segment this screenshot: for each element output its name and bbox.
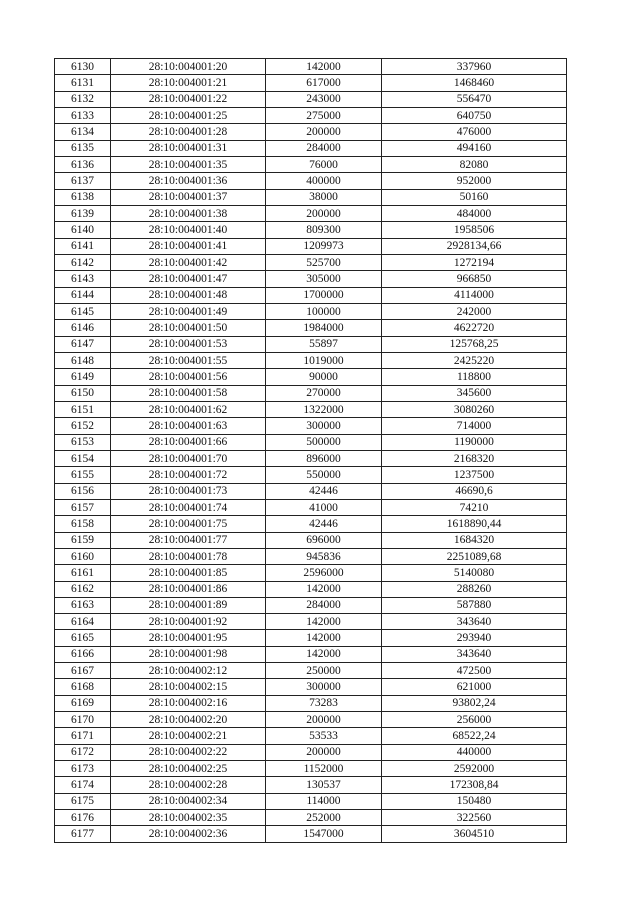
cadastral-number-cell: 28:10:004001:42 [111, 254, 266, 270]
area-cell: 270000 [266, 385, 382, 401]
cadastral-number-cell: 28:10:004002:16 [111, 695, 266, 711]
area-cell: 42446 [266, 483, 382, 499]
table-row [55, 728, 567, 744]
value-cell: 2928134,66 [382, 238, 567, 254]
table-row [55, 581, 567, 597]
area-cell: 142000 [266, 614, 382, 630]
value-cell: 1618890,44 [382, 516, 567, 532]
area-cell: 114000 [266, 793, 382, 809]
row-number-cell: 6145 [55, 303, 111, 319]
row-number-cell: 6139 [55, 205, 111, 221]
value-cell: 2592000 [382, 761, 567, 777]
value-cell: 2168320 [382, 450, 567, 466]
area-cell: 200000 [266, 205, 382, 221]
table-row [55, 156, 567, 172]
value-cell: 621000 [382, 679, 567, 695]
value-cell: 293940 [382, 630, 567, 646]
area-cell: 42446 [266, 516, 382, 532]
value-cell: 640750 [382, 107, 567, 123]
table-row [55, 140, 567, 156]
cadastral-number-cell: 28:10:004002:25 [111, 761, 266, 777]
area-cell: 142000 [266, 581, 382, 597]
value-cell: 343640 [382, 646, 567, 662]
cadastral-number-cell: 28:10:004001:36 [111, 173, 266, 189]
row-number-cell: 6140 [55, 222, 111, 238]
value-cell: 118800 [382, 369, 567, 385]
table-row [55, 761, 567, 777]
row-number-cell: 6175 [55, 793, 111, 809]
cadastral-number-cell: 28:10:004001:85 [111, 565, 266, 581]
table-row [55, 679, 567, 695]
area-cell: 38000 [266, 189, 382, 205]
table-row [55, 352, 567, 368]
row-number-cell: 6144 [55, 287, 111, 303]
area-cell: 142000 [266, 630, 382, 646]
area-cell: 809300 [266, 222, 382, 238]
row-number-cell: 6136 [55, 156, 111, 172]
cadastral-number-cell: 28:10:004001:38 [111, 205, 266, 221]
value-cell: 3080260 [382, 401, 567, 417]
cadastral-number-cell: 28:10:004001:41 [111, 238, 266, 254]
cadastral-number-cell: 28:10:004001:66 [111, 434, 266, 450]
area-cell: 2596000 [266, 565, 382, 581]
area-cell: 55897 [266, 336, 382, 352]
table-row [55, 614, 567, 630]
area-cell: 200000 [266, 744, 382, 760]
table-row [55, 418, 567, 434]
table-row [55, 565, 567, 581]
row-number-cell: 6177 [55, 826, 111, 842]
area-cell: 500000 [266, 434, 382, 450]
row-number-cell: 6166 [55, 646, 111, 662]
table-row [55, 59, 567, 75]
cadastral-number-cell: 28:10:004001:86 [111, 581, 266, 597]
row-number-cell: 6151 [55, 401, 111, 417]
table-row [55, 385, 567, 401]
cadastral-number-cell: 28:10:004001:75 [111, 516, 266, 532]
area-cell: 617000 [266, 75, 382, 91]
cadastral-number-cell: 28:10:004001:28 [111, 124, 266, 140]
cadastral-number-cell: 28:10:004002:36 [111, 826, 266, 842]
row-number-cell: 6169 [55, 695, 111, 711]
table-row [55, 254, 567, 270]
cadastral-number-cell: 28:10:004001:22 [111, 91, 266, 107]
area-cell: 275000 [266, 107, 382, 123]
row-number-cell: 6141 [55, 238, 111, 254]
row-number-cell: 6153 [55, 434, 111, 450]
area-cell: 90000 [266, 369, 382, 385]
value-cell: 242000 [382, 303, 567, 319]
table-row [55, 75, 567, 91]
table-row [55, 401, 567, 417]
cadastral-number-cell: 28:10:004001:40 [111, 222, 266, 238]
row-number-cell: 6159 [55, 532, 111, 548]
table-row [55, 189, 567, 205]
cadastral-number-cell: 28:10:004002:20 [111, 712, 266, 728]
value-cell: 93802,24 [382, 695, 567, 711]
row-number-cell: 6160 [55, 548, 111, 564]
table-body [55, 59, 567, 843]
area-cell: 243000 [266, 91, 382, 107]
table-row [55, 712, 567, 728]
cadastral-number-cell: 28:10:004002:28 [111, 777, 266, 793]
row-number-cell: 6130 [55, 59, 111, 75]
table-row [55, 238, 567, 254]
value-cell: 714000 [382, 418, 567, 434]
area-cell: 73283 [266, 695, 382, 711]
table-row [55, 663, 567, 679]
row-number-cell: 6162 [55, 581, 111, 597]
cadastral-number-cell: 28:10:004001:72 [111, 467, 266, 483]
cadastral-number-cell: 28:10:004001:92 [111, 614, 266, 630]
row-number-cell: 6147 [55, 336, 111, 352]
cadastral-number-cell: 28:10:004001:70 [111, 450, 266, 466]
area-cell: 896000 [266, 450, 382, 466]
area-cell: 550000 [266, 467, 382, 483]
row-number-cell: 6149 [55, 369, 111, 385]
value-cell: 440000 [382, 744, 567, 760]
row-number-cell: 6173 [55, 761, 111, 777]
cadastral-number-cell: 28:10:004001:62 [111, 401, 266, 417]
value-cell: 952000 [382, 173, 567, 189]
value-cell: 288260 [382, 581, 567, 597]
value-cell: 472500 [382, 663, 567, 679]
area-cell: 76000 [266, 156, 382, 172]
row-number-cell: 6165 [55, 630, 111, 646]
row-number-cell: 6163 [55, 597, 111, 613]
table-row [55, 287, 567, 303]
cadastral-number-cell: 28:10:004001:55 [111, 352, 266, 368]
table-row [55, 205, 567, 221]
value-cell: 1190000 [382, 434, 567, 450]
cadastral-number-cell: 28:10:004002:34 [111, 793, 266, 809]
cadastral-number-cell: 28:10:004001:98 [111, 646, 266, 662]
land-cadastre-table [54, 58, 567, 843]
cadastral-number-cell: 28:10:004002:15 [111, 679, 266, 695]
area-cell: 130537 [266, 777, 382, 793]
row-number-cell: 6154 [55, 450, 111, 466]
table-row [55, 597, 567, 613]
value-cell: 50160 [382, 189, 567, 205]
cadastral-number-cell: 28:10:004001:49 [111, 303, 266, 319]
area-cell: 53533 [266, 728, 382, 744]
row-number-cell: 6152 [55, 418, 111, 434]
table-row [55, 91, 567, 107]
cadastral-number-cell: 28:10:004001:74 [111, 499, 266, 515]
table-row [55, 744, 567, 760]
area-cell: 200000 [266, 712, 382, 728]
value-cell: 476000 [382, 124, 567, 140]
cadastral-number-cell: 28:10:004002:21 [111, 728, 266, 744]
value-cell: 172308,84 [382, 777, 567, 793]
area-cell: 945836 [266, 548, 382, 564]
row-number-cell: 6132 [55, 91, 111, 107]
row-number-cell: 6133 [55, 107, 111, 123]
cadastral-number-cell: 28:10:004001:21 [111, 75, 266, 91]
table-row [55, 826, 567, 842]
value-cell: 2251089,68 [382, 548, 567, 564]
value-cell: 337960 [382, 59, 567, 75]
cadastral-number-cell: 28:10:004001:63 [111, 418, 266, 434]
table-row [55, 646, 567, 662]
cadastral-number-cell: 28:10:004001:77 [111, 532, 266, 548]
table-row [55, 124, 567, 140]
cadastral-number-cell: 28:10:004001:50 [111, 320, 266, 336]
area-cell: 284000 [266, 597, 382, 613]
cadastral-number-cell: 28:10:004001:53 [111, 336, 266, 352]
value-cell: 1237500 [382, 467, 567, 483]
value-cell: 5140080 [382, 565, 567, 581]
area-cell: 252000 [266, 810, 382, 826]
area-cell: 400000 [266, 173, 382, 189]
value-cell: 68522,24 [382, 728, 567, 744]
value-cell: 1272194 [382, 254, 567, 270]
area-cell: 200000 [266, 124, 382, 140]
cadastral-number-cell: 28:10:004001:95 [111, 630, 266, 646]
value-cell: 82080 [382, 156, 567, 172]
cadastral-number-cell: 28:10:004002:35 [111, 810, 266, 826]
table-row [55, 271, 567, 287]
area-cell: 300000 [266, 679, 382, 695]
row-number-cell: 6156 [55, 483, 111, 499]
row-number-cell: 6155 [55, 467, 111, 483]
area-cell: 1152000 [266, 761, 382, 777]
row-number-cell: 6134 [55, 124, 111, 140]
cadastral-number-cell: 28:10:004001:56 [111, 369, 266, 385]
area-cell: 696000 [266, 532, 382, 548]
cadastral-number-cell: 28:10:004001:48 [111, 287, 266, 303]
value-cell: 4622720 [382, 320, 567, 336]
area-cell: 250000 [266, 663, 382, 679]
cadastral-number-cell: 28:10:004001:20 [111, 59, 266, 75]
cadastral-number-cell: 28:10:004001:31 [111, 140, 266, 156]
value-cell: 484000 [382, 205, 567, 221]
value-cell: 322560 [382, 810, 567, 826]
table-row [55, 434, 567, 450]
value-cell: 1958506 [382, 222, 567, 238]
area-cell: 525700 [266, 254, 382, 270]
row-number-cell: 6131 [55, 75, 111, 91]
table-row [55, 793, 567, 809]
row-number-cell: 6168 [55, 679, 111, 695]
row-number-cell: 6167 [55, 663, 111, 679]
area-cell: 142000 [266, 59, 382, 75]
value-cell: 2425220 [382, 352, 567, 368]
table-row [55, 630, 567, 646]
value-cell: 256000 [382, 712, 567, 728]
row-number-cell: 6171 [55, 728, 111, 744]
area-cell: 1019000 [266, 352, 382, 368]
value-cell: 150480 [382, 793, 567, 809]
table-row [55, 222, 567, 238]
cadastral-number-cell: 28:10:004001:73 [111, 483, 266, 499]
value-cell: 74210 [382, 499, 567, 515]
area-cell: 1322000 [266, 401, 382, 417]
table-row [55, 499, 567, 515]
table-row [55, 516, 567, 532]
area-cell: 41000 [266, 499, 382, 515]
value-cell: 494160 [382, 140, 567, 156]
cadastral-number-cell: 28:10:004001:89 [111, 597, 266, 613]
table-row [55, 303, 567, 319]
table-row [55, 548, 567, 564]
row-number-cell: 6142 [55, 254, 111, 270]
row-number-cell: 6170 [55, 712, 111, 728]
value-cell: 4114000 [382, 287, 567, 303]
row-number-cell: 6135 [55, 140, 111, 156]
value-cell: 1684320 [382, 532, 567, 548]
area-cell: 142000 [266, 646, 382, 662]
area-cell: 1547000 [266, 826, 382, 842]
value-cell: 343640 [382, 614, 567, 630]
table-row [55, 695, 567, 711]
table-row [55, 107, 567, 123]
table-row [55, 467, 567, 483]
row-number-cell: 6146 [55, 320, 111, 336]
cadastral-number-cell: 28:10:004001:78 [111, 548, 266, 564]
cadastral-number-cell: 28:10:004001:58 [111, 385, 266, 401]
value-cell: 1468460 [382, 75, 567, 91]
row-number-cell: 6172 [55, 744, 111, 760]
area-cell: 284000 [266, 140, 382, 156]
row-number-cell: 6164 [55, 614, 111, 630]
area-cell: 300000 [266, 418, 382, 434]
value-cell: 556470 [382, 91, 567, 107]
value-cell: 46690,6 [382, 483, 567, 499]
table-row [55, 777, 567, 793]
row-number-cell: 6137 [55, 173, 111, 189]
cadastral-number-cell: 28:10:004002:12 [111, 663, 266, 679]
table-row [55, 810, 567, 826]
row-number-cell: 6143 [55, 271, 111, 287]
row-number-cell: 6138 [55, 189, 111, 205]
row-number-cell: 6157 [55, 499, 111, 515]
area-cell: 100000 [266, 303, 382, 319]
area-cell: 1209973 [266, 238, 382, 254]
table-row [55, 320, 567, 336]
area-cell: 305000 [266, 271, 382, 287]
table-row [55, 336, 567, 352]
value-cell: 3604510 [382, 826, 567, 842]
cadastral-number-cell: 28:10:004001:37 [111, 189, 266, 205]
area-cell: 1984000 [266, 320, 382, 336]
table-row [55, 173, 567, 189]
table-row [55, 483, 567, 499]
table-row [55, 369, 567, 385]
row-number-cell: 6161 [55, 565, 111, 581]
value-cell: 587880 [382, 597, 567, 613]
row-number-cell: 6158 [55, 516, 111, 532]
area-cell: 1700000 [266, 287, 382, 303]
row-number-cell: 6176 [55, 810, 111, 826]
cadastral-number-cell: 28:10:004001:25 [111, 107, 266, 123]
row-number-cell: 6174 [55, 777, 111, 793]
cadastral-number-cell: 28:10:004001:35 [111, 156, 266, 172]
cadastral-number-cell: 28:10:004001:47 [111, 271, 266, 287]
value-cell: 345600 [382, 385, 567, 401]
value-cell: 966850 [382, 271, 567, 287]
cadastral-number-cell: 28:10:004002:22 [111, 744, 266, 760]
value-cell: 125768,25 [382, 336, 567, 352]
table-row [55, 532, 567, 548]
table-row [55, 450, 567, 466]
row-number-cell: 6150 [55, 385, 111, 401]
row-number-cell: 6148 [55, 352, 111, 368]
